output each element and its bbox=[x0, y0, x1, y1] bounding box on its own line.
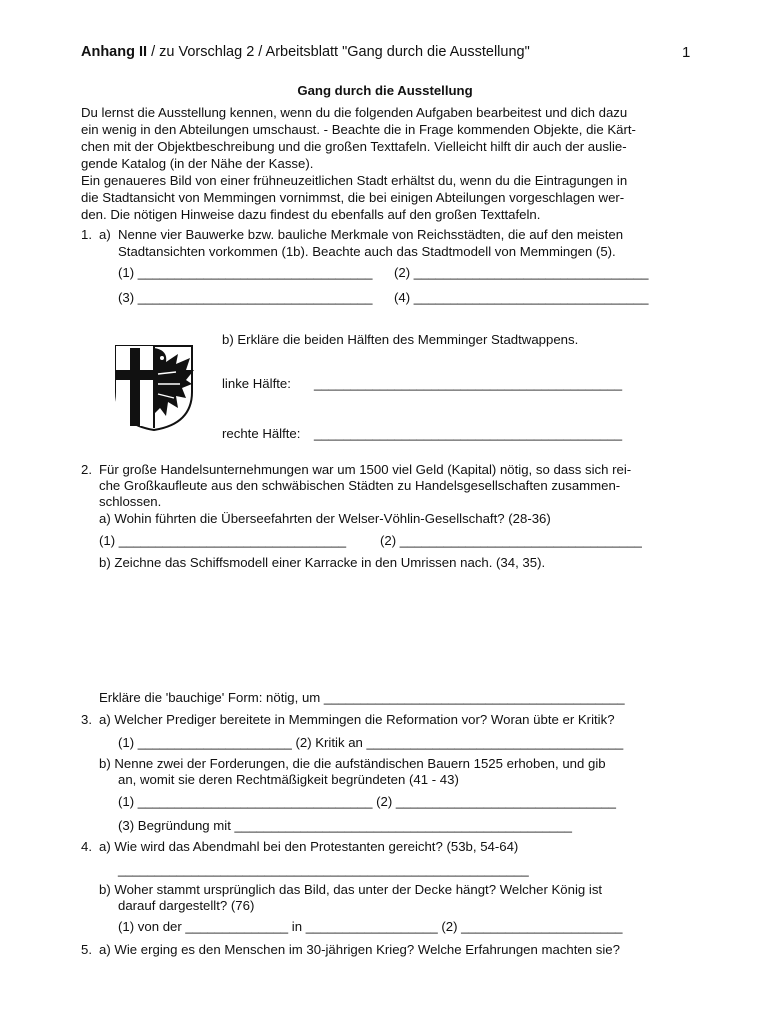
q5-number: 5. bbox=[81, 942, 92, 957]
q2-b-text: b) Zeichne das Schiffsmodell einer Karracke in den Umrissen nach. (34, 35). bbox=[99, 555, 546, 570]
q5-a-text: a) Wie erging es den Menschen im 30-jährigen Krieg? Welche Erfahrungen machten sie? bbox=[99, 942, 620, 957]
q3-b-line: an, womit sie deren Rechtmäßigkeit begründeten (41 - 43) bbox=[118, 772, 459, 787]
header-rest: / zu Vorschlag 2 / Arbeitsblatt "Gang durch die Ausstellung" bbox=[147, 44, 530, 60]
q1-blank-3[interactable]: (3) ________________________________ bbox=[118, 290, 373, 305]
q1-left-half-label: linke Hälfte: bbox=[222, 376, 291, 391]
q1-blank-2[interactable]: (2) ________________________________ bbox=[394, 265, 649, 280]
q3-a-blank[interactable]: (1) _____________________ (2) Kritik an ___________________________________ bbox=[118, 735, 624, 750]
q1-number: 1. bbox=[81, 227, 92, 242]
intro-paragraph bbox=[81, 104, 636, 223]
q2-line: schlossen. bbox=[99, 494, 162, 509]
q1-b-text: b) Erkläre die beiden Hälften des Memminger Stadtwappens. bbox=[222, 332, 579, 347]
q2-explain-blank[interactable]: Erkläre die 'bauchige' Form: nötig, um _________________________________________ bbox=[99, 690, 625, 705]
q1-a-label: a) bbox=[99, 227, 111, 242]
intro-line: chen mit der Objektbeschreibung und die großen Texttafeln. Vielleicht hilft dir auch der auslie- bbox=[81, 139, 627, 154]
q2-number: 2. bbox=[81, 462, 92, 477]
q3-b-blank[interactable]: (1) ________________________________ (2) ______________________________ bbox=[118, 794, 616, 809]
page-header bbox=[81, 44, 530, 61]
header-bold-prefix: Anhang II bbox=[81, 44, 148, 60]
q3-number: 3. bbox=[81, 712, 92, 727]
q3-b-reason-blank[interactable]: (3) Begründung mit ______________________________________________ bbox=[118, 818, 572, 833]
intro-line: den. Die nötigen Hinweise dazu findest du ebenfalls auf den großen Texttafeln. bbox=[81, 207, 541, 222]
q1-left-half-blank[interactable]: __________________________________________ bbox=[314, 376, 623, 391]
intro-line: die Stadtansicht von Memmingen vornimmst, die bei einigen Abteilungen vorgeschlagen wer- bbox=[81, 190, 625, 205]
page-title: Gang durch die Ausstellung bbox=[297, 83, 473, 98]
q1-right-half-label: rechte Hälfte: bbox=[222, 426, 301, 441]
q4-a-blank[interactable]: ________________________________________________________ bbox=[118, 862, 529, 877]
q4-b-line: darauf dargestellt? (76) bbox=[118, 898, 255, 913]
q2-a-text: a) Wohin führten die Überseefahrten der Welser-Vöhlin-Gesellschaft? (28-36) bbox=[99, 511, 551, 526]
q1-a-line: Stadtansichten vorkommen (1b). Beachte auch das Stadtmodell von Memmingen (5). bbox=[118, 244, 616, 259]
q4-b-line: b) Woher stammt ursprünglich das Bild, das unter der Decke hängt? Welcher König ist bbox=[99, 882, 603, 897]
q2-line: Für große Handelsunternehmungen war um 1500 viel Geld (Kapital) nötig, so dass sich rei- bbox=[99, 462, 632, 477]
q4-b-blank[interactable]: (1) von der ______________ in __________________ (2) ______________________ bbox=[118, 919, 623, 934]
q1-right-half-blank[interactable]: __________________________________________ bbox=[314, 426, 623, 441]
q4-a-text: a) Wie wird das Abendmahl bei den Protestanten gereicht? (53b, 54-64) bbox=[99, 839, 519, 854]
q4-number: 4. bbox=[81, 839, 92, 854]
page-number: 1 bbox=[682, 44, 691, 61]
intro-line: gende Katalog (in der Nähe der Kasse). bbox=[81, 156, 314, 171]
intro-line: Du lernst die Ausstellung kennen, wenn du die folgenden Aufgaben bearbeitest und dich dazu bbox=[81, 105, 628, 120]
q2-a-blank-1[interactable]: (1) _______________________________ bbox=[99, 533, 347, 548]
q1-a-line: Nenne vier Bauwerke bzw. bauliche Merkmale von Reichsstädten, die auf den meisten bbox=[118, 227, 624, 242]
q3-b-line: b) Nenne zwei der Forderungen, die die aufständischen Bauern 1525 erhoben, und gib bbox=[99, 756, 606, 771]
q1-blank-1[interactable]: (1) ________________________________ bbox=[118, 265, 373, 280]
intro-line: Ein genaueres Bild von einer frühneuzeitlichen Stadt erhältst du, wenn du die Eintragungen in bbox=[81, 173, 628, 188]
q2-a-blank-2[interactable]: (2) _________________________________ bbox=[380, 533, 642, 548]
intro-line: ein wenig in den Abteilungen umschaust. - Beachte die in Frage kommenden Objekte, die Kärt- bbox=[81, 122, 636, 137]
q2-line: che Großkaufleute aus den schwäbischen Städten zu Handelsgesellschaften zusammen- bbox=[99, 478, 621, 493]
q3-a-text: a) Welcher Prediger bereitete in Memmingen die Reformation vor? Woran übte er Kritik? bbox=[99, 712, 615, 727]
q1-blank-4[interactable]: (4) ________________________________ bbox=[394, 290, 649, 305]
memmingen-coat-of-arms-image bbox=[106, 340, 198, 432]
